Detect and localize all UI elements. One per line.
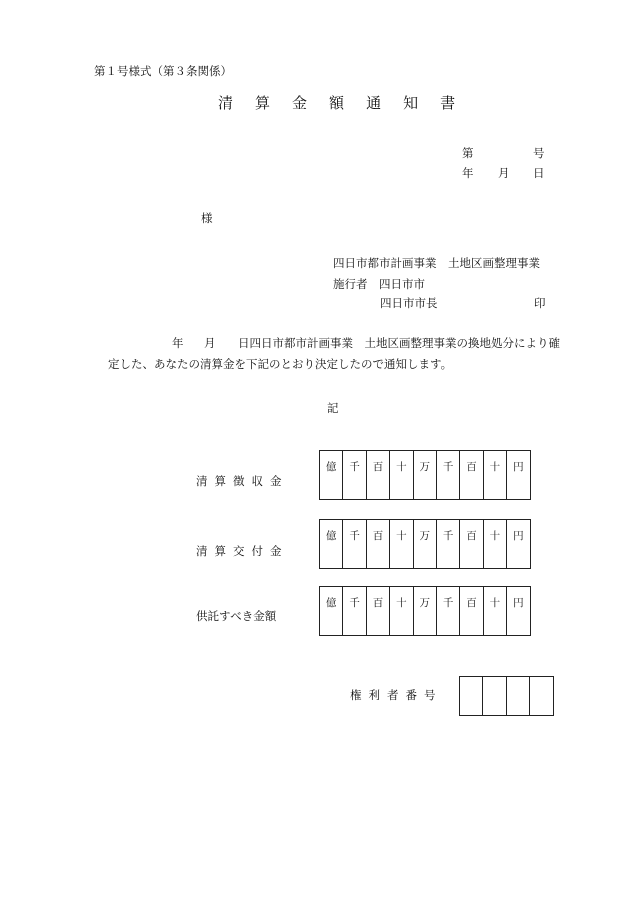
unit-hyaku-cell[interactable]: 百 (367, 587, 390, 636)
deposit-amount-grid (319, 586, 531, 636)
unit-juu-cell[interactable]: 十 (390, 520, 413, 569)
holder-number-label (350, 690, 436, 702)
unit-sen-cell[interactable]: 千 (437, 451, 460, 500)
label-char: 算 (214, 544, 226, 558)
unit-en-cell[interactable]: 円 (507, 451, 530, 500)
title-char: 知 (403, 94, 420, 112)
recipient-honorific: 様 (201, 211, 213, 225)
label-char: 算 (214, 474, 226, 488)
unit-man-cell[interactable]: 万 (414, 520, 437, 569)
unit-sen-cell[interactable]: 千 (437, 587, 460, 636)
label-char: 利 (368, 688, 380, 702)
unit-oku-cell[interactable]: 億 (320, 587, 343, 636)
number-prefix: 第 (462, 146, 474, 160)
number-suffix: 号 (533, 146, 545, 160)
unit-sen-cell[interactable]: 千 (343, 520, 366, 569)
unit-man-cell[interactable]: 万 (414, 451, 437, 500)
ki-heading: 記 (327, 401, 339, 415)
label-char: 清 (196, 544, 208, 558)
form-reference: 第１号様式（第３条関係） (94, 64, 232, 78)
body-text-line1: 日四日市都市計画事業 土地区画整理事業の換地処分により確 (238, 336, 560, 350)
label-char: 番 (405, 688, 417, 702)
unit-man-cell[interactable]: 万 (414, 587, 437, 636)
holder-digit-cell[interactable] (530, 677, 553, 716)
body-text-line2: 定した、あなたの清算金を下記のとおり決定したので通知します。 (108, 357, 453, 371)
unit-juu-cell[interactable]: 十 (390, 451, 413, 500)
label-char: 権 (350, 688, 362, 702)
date-month: 月 (498, 166, 510, 180)
label-char: 徴 (233, 474, 245, 488)
holder-number-grid (459, 676, 554, 716)
unit-hyaku-cell[interactable]: 百 (367, 520, 390, 569)
unit-en-cell[interactable]: 円 (507, 520, 530, 569)
unit-juu-cell[interactable]: 十 (484, 451, 507, 500)
settlement-collection-grid (319, 450, 531, 500)
settlement-payment-label (196, 546, 282, 558)
settlement-collection-label (196, 476, 282, 488)
holder-digit-cell[interactable] (460, 677, 483, 716)
issuer-project: 四日市都市計画事業 土地区画整理事業 (333, 256, 540, 270)
date-day: 日 (533, 166, 545, 180)
label-char: 交 (233, 544, 245, 558)
unit-sen-cell[interactable]: 千 (437, 520, 460, 569)
settlement-payment-grid (319, 519, 531, 569)
label-char: 収 (251, 474, 263, 488)
title-char: 通 (366, 94, 383, 112)
body-month: 月 (204, 336, 216, 350)
document-title (218, 96, 456, 111)
label-char: 者 (387, 688, 399, 702)
body-year: 年 (172, 336, 184, 350)
unit-juu-cell[interactable]: 十 (484, 587, 507, 636)
unit-sen-cell[interactable]: 千 (343, 451, 366, 500)
unit-hyaku-cell[interactable]: 百 (460, 520, 483, 569)
title-char: 書 (440, 94, 457, 112)
issuer-mayor: 四日市市長 (380, 296, 438, 310)
unit-hyaku-cell[interactable]: 百 (460, 587, 483, 636)
unit-juu-cell[interactable]: 十 (390, 587, 413, 636)
holder-digit-cell[interactable] (483, 677, 506, 716)
label-char: 金 (270, 474, 282, 488)
deposit-amount-label: 供託すべき金額 (196, 609, 277, 623)
title-char: 金 (292, 94, 309, 112)
unit-en-cell[interactable]: 円 (507, 587, 530, 636)
unit-hyaku-cell[interactable]: 百 (460, 451, 483, 500)
unit-oku-cell[interactable]: 億 (320, 520, 343, 569)
unit-sen-cell[interactable]: 千 (343, 587, 366, 636)
label-char: 清 (196, 474, 208, 488)
date-year: 年 (462, 166, 474, 180)
label-char: 号 (424, 688, 436, 702)
unit-juu-cell[interactable]: 十 (484, 520, 507, 569)
unit-oku-cell[interactable]: 億 (320, 451, 343, 500)
label-char: 付 (251, 544, 263, 558)
unit-hyaku-cell[interactable]: 百 (367, 451, 390, 500)
issuer-operator: 施行者 四日市市 (333, 277, 425, 291)
holder-digit-cell[interactable] (507, 677, 530, 716)
seal-mark: 印 (534, 296, 546, 310)
title-char: 清 (218, 94, 235, 112)
title-char: 額 (329, 94, 346, 112)
title-char: 算 (255, 94, 272, 112)
label-char: 金 (270, 544, 282, 558)
